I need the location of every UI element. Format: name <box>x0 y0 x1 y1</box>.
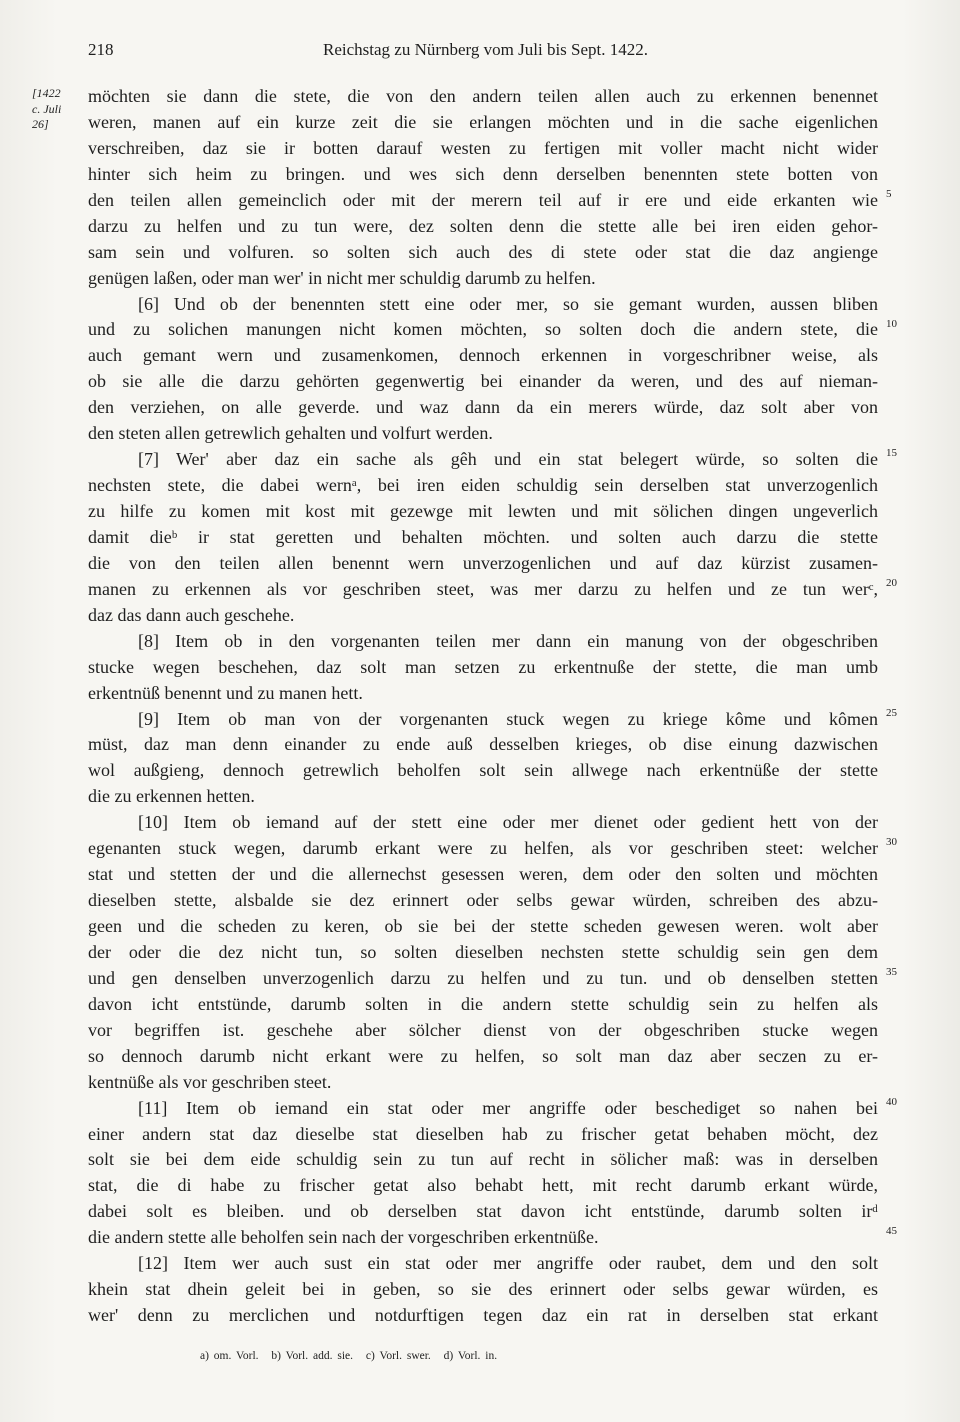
text-line: sam sein und volfuren. so solten sich auch des di stete oder stat die daz angienge <box>88 241 878 262</box>
page-header <box>88 40 883 66</box>
text-line: den verziehen, on alle geverde. und waz dann da ein merers würde, daz solt aber von <box>88 397 878 418</box>
text-line: weren, manen auf ein kurze zeit die sie erlangen möchten und in die sache eigenlichen <box>88 111 878 132</box>
text-line: zu hilfe zu komen mit kost mit gezewge mit lewten und mit sölichen dingen ungeverlich <box>88 501 878 521</box>
text-line: damit dieᵇ ir stat geretten und behalten möchten. und solten auch darzu die stette <box>88 526 878 547</box>
footnotes <box>200 1350 505 1362</box>
paragraph-start-line: [10] Item ob iemand auf der stett eine oder mer dienet oder gedient hett von der <box>138 812 878 833</box>
text-line: müst, daz man denn einander zu ende auß desselben krieges, ob dise einung dazwischen <box>88 734 878 755</box>
text-line: verschreiben, daz sie ir botten darauf westen zu fertigen mit voller macht nicht wider <box>88 137 878 158</box>
text-line: manen zu erkennen als vor geschriben steet, was mer darzu zu helfen und ze tun werᶜ, <box>88 578 878 599</box>
footnote: c) Vorl. swer. <box>365 1350 431 1362</box>
line-number: 20 <box>886 577 897 589</box>
margin-date-month: c. Juli <box>32 101 62 116</box>
text-line: hinter sich heim zu bringen. und wes sich denn derselben benennten stete botten von <box>88 163 878 184</box>
text-line: die zu erkennen hetten. <box>88 786 255 807</box>
text-line: auch gemant wern und zusamenkomen, dennoch erkennen in vorgeschribner weise, als <box>88 345 878 366</box>
line-number: 45 <box>886 1225 897 1237</box>
text-line: ob sie alle die darzu gehörten gegenwertig bei einander da weren, und des auf nieman- <box>88 371 878 392</box>
text-line: dieselben stette, alsbalde sie dez erinnert oder selbs gewar würden, schreiben des abzu- <box>88 890 878 911</box>
text-line: den teilen allen gemeinclich oder mit der merern teil auf ir ere und eide erkanten wie <box>88 189 878 210</box>
text-line: möchten sie dann die stete, die von den andern teilen allen auch zu erkennen benennet <box>88 86 878 106</box>
text-line: wol außgieng, dennoch getrewlich beholfen solt sein allwege nach erkentnüße der stette <box>88 760 878 781</box>
text-line: solt sie bei dem eide schuldig sein zu tun auf recht in sölicher maß: was in derselben <box>88 1149 878 1170</box>
text-line: wer' denn zu merclichen und notdurftigen tegen daz ein rat in derselben stat erkant <box>88 1305 878 1326</box>
paragraph-start-line: [11] Item ob iemand ein stat oder mer angriffe oder beschediget so nahen bei <box>138 1097 878 1118</box>
paragraph-start-line: [6] Und ob der benennten stett eine oder mer, so sie gemant wurden, aussen bliben <box>138 293 878 314</box>
text-line: khein stat dhein geleit bei in geben, so sie des erinnert oder selbs gewar würden, es <box>88 1279 878 1300</box>
line-number: 35 <box>886 966 897 978</box>
text-line: und gen denselben unverzogenlich darzu zu helfen und zu tun. und ob denselben stetten <box>88 967 878 988</box>
page-number: 218 <box>88 40 114 59</box>
text-line: nechsten stete, die dabei wernᵃ, bei iren eiden schuldig sein derselben stat unverzogenlich <box>88 475 878 496</box>
body-text <box>88 84 878 1329</box>
text-line: geen und die scheden zu keren, ob sie bei der stette scheden gewesen weren. wolt aber <box>88 916 878 936</box>
text-line: erkentnüß benennt und zu manen hett. <box>88 682 363 703</box>
text-line: den steten allen getrewlich gehalten und volfurt werden. <box>88 423 493 444</box>
paragraph-start-line: [7] Wer' aber daz ein sache als gêh und ein stat belegert würde, so solten die <box>138 449 878 470</box>
margin-date-day: 26] <box>32 117 49 131</box>
line-number: 5 <box>886 188 892 200</box>
text-line: vor begriffen ist. geschehe aber sölcher dienst von der obgeschriben stucke wegen <box>88 1019 878 1040</box>
text-line: davon icht entstünde, darumb solten in die andern stette schuldig sein zu helfen als <box>88 993 878 1014</box>
text-line: egenanten stuck wegen, darumb erkant were zu helfen, als vor geschriben steet: welcher <box>88 838 878 859</box>
text-line: die von den teilen allen benennt wern unverzogenlichen und auf daz kürzist zusamen- <box>88 552 878 573</box>
text-line: kentnüße als vor geschriben steet. <box>88 1071 332 1092</box>
margin-date-year: [1422 <box>32 86 61 100</box>
text-line: einer andern stat daz dieselbe stat dieselben hab zu frischer getat behaben möcht, dez <box>88 1123 878 1144</box>
paragraph-start-line: [12] Item wer auch sust ein stat oder mer angriffe oder raubet, dem und den solt <box>138 1253 878 1274</box>
line-number: 10 <box>886 318 897 330</box>
line-number: 25 <box>886 707 897 719</box>
text-line: stat und stetten der und die allernechst gesessen weren, dem oder den solten und möchten <box>88 864 878 885</box>
text-line: der oder die dez nicht tun, so solten dieselben nechsten stette schuldig sein gen dem <box>88 941 878 962</box>
line-number: 30 <box>886 836 897 848</box>
paragraph-start-line: [9] Item ob man von der vorgenanten stuck wegen zu kriege kôme und kômen <box>138 708 878 729</box>
text-line: daz das dann auch geschehe. <box>88 604 295 625</box>
text-line: so dennoch darumb nicht erkant were zu helfen, so solt man daz aber seczen zu er- <box>88 1045 878 1066</box>
footnote: b) Vorl. add. sie. <box>271 1350 354 1362</box>
text-line: und zu solichen manungen nicht komen möchten, so solten doch die andern stete, die <box>88 319 878 340</box>
footnote: a) om. Vorl. <box>200 1350 259 1362</box>
line-number: 40 <box>886 1096 897 1108</box>
line-number: 15 <box>886 447 897 459</box>
text-line: stucke wegen beschehen, daz solt man setzen zu erkentnuße der stette, die man umb <box>88 656 878 677</box>
text-line: dabei solt es bleiben. und ob derselben stat davon icht entstünde, darumb solten irᵈ <box>88 1201 878 1222</box>
running-title: Reichstag zu Nürnberg vom Juli bis Sept. 1422. <box>322 40 649 59</box>
paragraph-start-line: [8] Item ob in den vorgenanten teilen mer dann ein manung von der obgeschriben <box>138 630 878 651</box>
text-line: genügen laßen, oder man wer' in nicht mer schuldig darumb zu helfen. <box>88 267 596 288</box>
margin-date-note <box>32 86 88 133</box>
text-line: stat, die di habe zu frischer getat also behabt hett, mit recht darumb erkant würde, <box>88 1175 878 1196</box>
footnote: d) Vorl. in. <box>443 1350 498 1362</box>
text-line: die andern stette alle beholfen sein nach der vorgeschriben erkentnüße. <box>88 1227 599 1248</box>
text-line: darzu zu helfen und zu tun were, dez solten denn die stette alle bei iren eiden gehor- <box>88 215 878 236</box>
